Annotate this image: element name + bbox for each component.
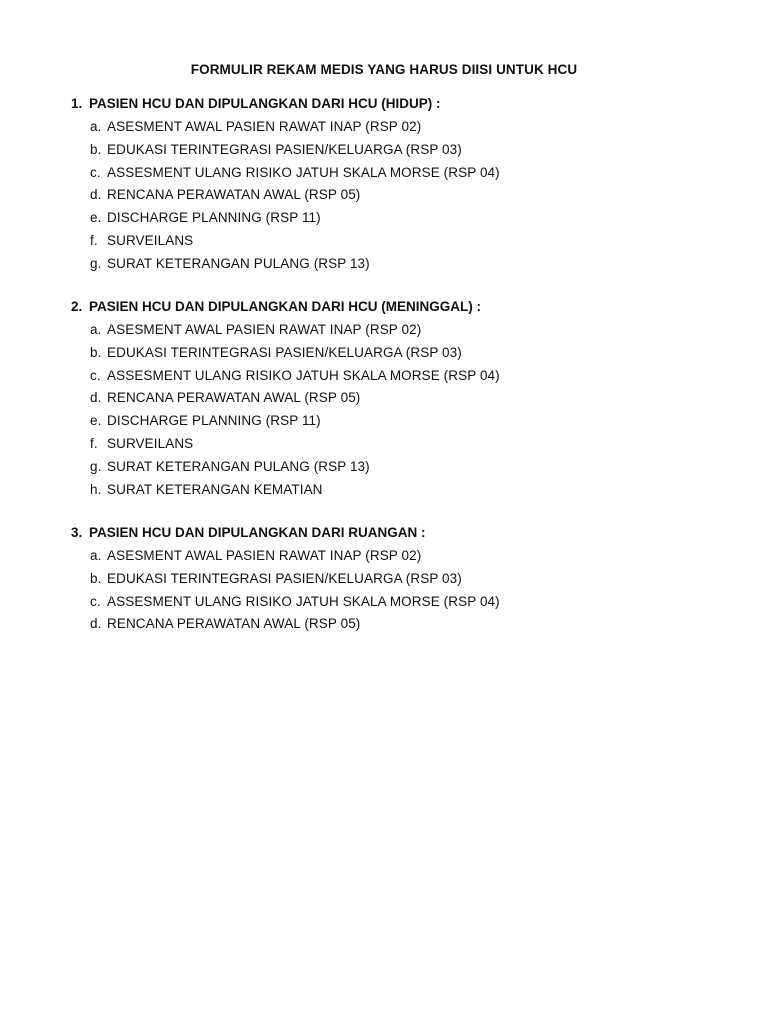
item-letter: f. (90, 232, 98, 248)
list-item (71, 210, 731, 226)
item-letter: e. (90, 210, 102, 226)
section-heading (71, 299, 731, 315)
list-item (71, 436, 731, 452)
item-letter: a. (90, 548, 102, 563)
item-letter: g. (90, 458, 102, 474)
item-text: ASESMENT AWAL PASIEN RAWAT INAP (RSP 02) (107, 322, 422, 337)
item-text: ASSESMENT ULANG RISIKO JATUH SKALA MORSE (RSP 04) (107, 593, 500, 609)
list-item (71, 142, 731, 158)
item-letter: c. (90, 367, 101, 383)
item-text: SURAT KETERANGAN PULANG (RSP 13) (107, 255, 370, 271)
list-item (71, 256, 731, 272)
section-ruangan (71, 525, 731, 639)
list-item (71, 322, 731, 338)
item-text: SURAT KETERANGAN KEMATIAN (107, 481, 323, 497)
page-title: FORMULIR REKAM MEDIS YANG HARUS DIISI UNTUK HCU (190, 62, 578, 77)
item-letter: c. (90, 593, 101, 609)
item-letter: d. (90, 616, 102, 632)
item-letter: c. (90, 164, 101, 180)
section-meninggal (71, 299, 731, 504)
item-letter: d. (90, 390, 102, 406)
item-text: RENCANA PERAWATAN AWAL (RSP 05) (107, 187, 361, 203)
list-item (71, 368, 731, 384)
section-number: 1. (71, 96, 83, 111)
list-item (71, 482, 731, 498)
list-item (71, 165, 731, 181)
item-text: EDUKASI TERINTEGRASI PASIEN/KELUARGA (RSP 03) (107, 344, 462, 360)
item-text: DISCHARGE PLANNING (RSP 11) (107, 210, 321, 226)
section-number: 2. (71, 299, 83, 314)
item-letter: b. (90, 344, 102, 360)
item-letter: e. (90, 413, 102, 429)
item-letter: a. (90, 119, 102, 134)
list-item (71, 616, 731, 632)
item-letter: g. (90, 255, 102, 271)
list-item (71, 548, 731, 564)
section-title: PASIEN HCU DAN DIPULANGKAN DARI RUANGAN : (89, 525, 426, 540)
section-title: PASIEN HCU DAN DIPULANGKAN DARI HCU (HIDUP) : (89, 96, 441, 111)
list-item (71, 459, 731, 475)
list-item (71, 345, 731, 361)
list-item (71, 571, 731, 587)
list-item (71, 390, 731, 406)
section-heading (71, 96, 731, 112)
item-letter: f. (90, 435, 98, 451)
item-letter: d. (90, 187, 102, 203)
item-letter: b. (90, 141, 102, 157)
list-item (71, 119, 731, 135)
section-heading (71, 525, 731, 541)
item-text: RENCANA PERAWATAN AWAL (RSP 05) (107, 616, 361, 632)
item-text: RENCANA PERAWATAN AWAL (RSP 05) (107, 390, 361, 406)
list-item (71, 594, 731, 610)
item-text: ASSESMENT ULANG RISIKO JATUH SKALA MORSE (RSP 04) (107, 164, 500, 180)
item-text: SURVEILANS (107, 232, 194, 248)
section-hidup (71, 96, 731, 279)
item-letter: b. (90, 570, 102, 586)
item-text: EDUKASI TERINTEGRASI PASIEN/KELUARGA (RSP 03) (107, 570, 462, 586)
item-letter: a. (90, 322, 102, 337)
item-letter: h. (90, 481, 102, 497)
item-text: SURVEILANS (107, 435, 194, 451)
item-text: EDUKASI TERINTEGRASI PASIEN/KELUARGA (RSP 03) (107, 141, 462, 157)
list-item (71, 187, 731, 203)
section-title: PASIEN HCU DAN DIPULANGKAN DARI HCU (MENINGGAL) : (89, 299, 481, 314)
section-number: 3. (71, 525, 83, 540)
item-text: ASESMENT AWAL PASIEN RAWAT INAP (RSP 02) (107, 119, 422, 134)
item-text: ASSESMENT ULANG RISIKO JATUH SKALA MORSE (RSP 04) (107, 367, 500, 383)
item-text: DISCHARGE PLANNING (RSP 11) (107, 413, 321, 429)
list-item (71, 413, 731, 429)
list-item (71, 233, 731, 249)
item-text: ASESMENT AWAL PASIEN RAWAT INAP (RSP 02) (107, 548, 422, 563)
item-text: SURAT KETERANGAN PULANG (RSP 13) (107, 458, 370, 474)
